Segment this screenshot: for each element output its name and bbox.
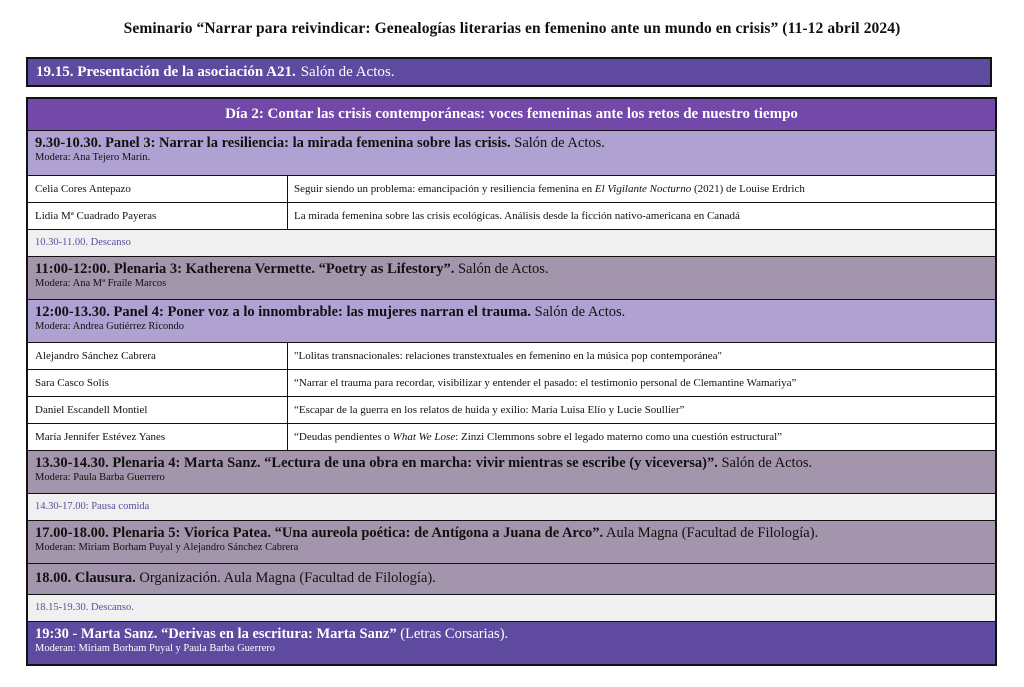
session-place: Aula Magna (Facultad de Filología). bbox=[605, 525, 819, 541]
talk-title: La mirada femenina sobre las crisis ecológicas. Análisis desde la ficción nativo-americana en Canadá bbox=[294, 210, 740, 222]
closing-session bbox=[28, 564, 995, 595]
session-title: 12:00-13.30. Panel 4: Poner voz a lo innombrable: las mujeres narran el trauma. bbox=[35, 304, 532, 320]
session-title: 13.30-14.30. Plenaria 4: Marta Sanz. “Lectura de una obra en marcha: vivir mientras se escribe (y viceversa)”. bbox=[35, 455, 718, 471]
session-title: 11:00-12:00. Plenaria 3: Katherena Vermette. “Poetry as Lifestory”. bbox=[35, 261, 455, 277]
table-row bbox=[28, 343, 995, 370]
speaker-name: Alejandro Sánchez Cabrera bbox=[28, 343, 288, 369]
talk-title: “Narrar el trauma para recordar, visibilizar y entender el pasado: el testimonio personal de Clemantine Wamariya” bbox=[294, 377, 797, 389]
break-row: 14.30-17.00: Pausa comida bbox=[28, 494, 995, 521]
session-presentation-a21 bbox=[26, 57, 992, 87]
break-row: 18.15-19.30. Descanso. bbox=[28, 595, 995, 622]
plenary4-session bbox=[28, 451, 995, 494]
session-place: Organización. Aula Magna (Facultad de Filología). bbox=[139, 570, 436, 586]
day2-header: Día 2: Contar las crisis contemporáneas: voces femeninas ante los retos de nuestro tiempo bbox=[28, 99, 995, 131]
talk-title: “Escapar de la guerra en los relatos de huida y exilio: María Luisa Elío y Lucie Soullier” bbox=[294, 404, 685, 416]
session-title: 19:30 - Marta Sanz. “Derivas en la escritura: Marta Sanz” bbox=[35, 626, 397, 642]
session-place: Salón de Actos. bbox=[457, 261, 549, 277]
document-title: Seminario “Narrar para reivindicar: Genealogías literarias en femenino ante un mundo en crisis” (11-12 abril 2024) bbox=[123, 20, 901, 37]
speaker-name: Sara Casco Solís bbox=[28, 370, 288, 396]
plenary5-session bbox=[28, 521, 995, 564]
evening-session bbox=[28, 622, 995, 664]
session-moderator: Modera: Ana Mª Fraile Marcos bbox=[35, 278, 167, 289]
table-row bbox=[28, 203, 995, 230]
table-row bbox=[28, 424, 995, 451]
session-place: (Letras Corsarias). bbox=[400, 626, 509, 642]
session-moderator: Moderan: Miriam Borham Puyal y Alejandro Sánchez Cabrera bbox=[35, 542, 299, 553]
session-title: 17.00-18.00. Plenaria 5: Viorica Patea. “Una aureola poética: de Antígona a Juana de Arco”. bbox=[35, 525, 604, 541]
session-place: Salón de Actos. bbox=[721, 455, 813, 471]
table-row bbox=[28, 370, 995, 397]
panel4-session bbox=[28, 300, 995, 343]
talk-title: "Lolitas transnacionales: relaciones transtextuales en femenino en la música pop contemporánea" bbox=[294, 350, 723, 362]
session-moderator: Modera: Paula Barba Guerrero bbox=[35, 472, 165, 483]
table-row bbox=[28, 397, 995, 424]
session-place: Salón de Actos. bbox=[534, 304, 626, 320]
session-moderator: Modera: Andrea Gutiérrez Ricondo bbox=[35, 321, 184, 332]
speaker-name: Celia Cores Antepazo bbox=[28, 176, 288, 202]
speaker-name: Daniel Escandell Montiel bbox=[28, 397, 288, 423]
speaker-name: María Jennifer Estévez Yanes bbox=[28, 424, 288, 450]
session-place: Salón de Actos. bbox=[514, 135, 605, 151]
day2-schedule-table bbox=[26, 97, 997, 666]
table-row bbox=[28, 176, 995, 203]
session-title: 19.15. Presentación de la asociación A21. bbox=[36, 63, 296, 80]
session-moderator: Moderan: Miriam Borham Puyal y Paula Barba Guerrero bbox=[35, 643, 275, 654]
panel3-session bbox=[28, 131, 995, 176]
session-title: 9.30-10.30. Panel 3: Narrar la resiliencia: la mirada femenina sobre las crisis. bbox=[35, 135, 511, 151]
plenary3-session bbox=[28, 257, 995, 300]
speaker-name: Lidia Mª Cuadrado Payeras bbox=[28, 203, 288, 229]
break-row: 10.30-11.00. Descanso bbox=[28, 230, 995, 257]
session-title: 18.00. Clausura. bbox=[35, 570, 136, 586]
talk-title: Seguir siendo un problema: emancipación y resiliencia femenina en El Vigilante Nocturno (2021) de Louise Erdrich bbox=[294, 183, 805, 195]
talk-title: “Deudas pendientes o What We Lose: Zinzi Clemmons sobre el legado materno como una cuestión estructural” bbox=[294, 431, 783, 443]
session-place: Salón de Actos. bbox=[300, 63, 395, 80]
session-moderator: Modera: Ana Tejero Marín. bbox=[35, 152, 151, 163]
